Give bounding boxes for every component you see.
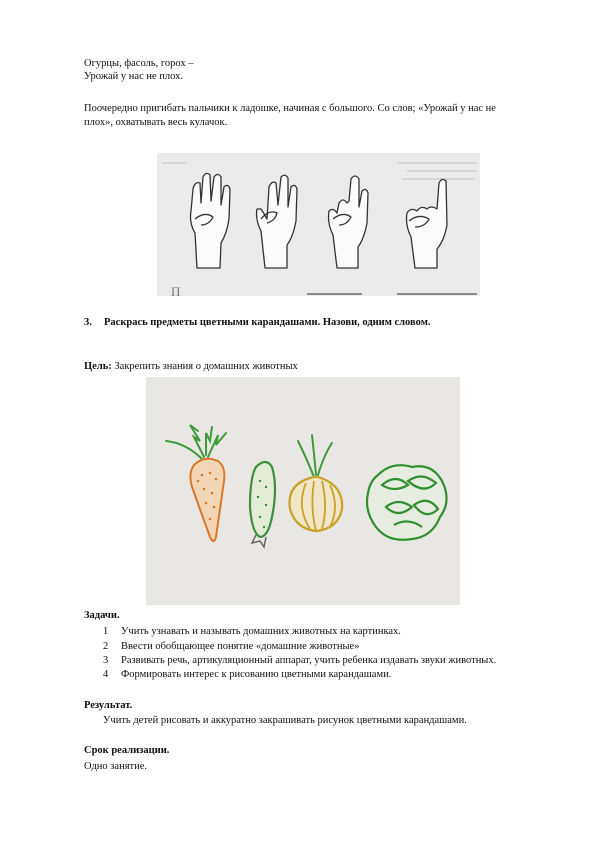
goal-text: Закрепить знания о домашних животных bbox=[114, 361, 298, 372]
goal-label: Цель: bbox=[84, 361, 112, 372]
hands-caption-fragment: П bbox=[171, 284, 181, 296]
task-item-number: 3 bbox=[103, 655, 109, 666]
poem-line-2: Урожай у нас не плох. bbox=[84, 71, 183, 82]
poem-line-1: Огурцы, фасоль, горох – bbox=[84, 58, 194, 69]
term-heading: Срок реализации. bbox=[84, 745, 170, 756]
result-heading: Результат. bbox=[84, 700, 133, 711]
task-item-text: Развивать речь, артикуляционный аппарат, учить ребенка издавать звуки животных. bbox=[121, 655, 497, 666]
task-item-text: Формировать интерес к рисованию цветными карандашами. bbox=[121, 669, 392, 680]
task-item-number: 4 bbox=[103, 669, 109, 680]
task3-text: Раскрась предметы цветными карандашами. Назови, одним словом. bbox=[104, 317, 431, 328]
goal-line bbox=[84, 360, 298, 373]
instruction-line-1: Поочередно пригибать пальчики к ладошке, начиная с большого. Со слов; «Урожай у нас не bbox=[84, 103, 496, 114]
result-text: Учить детей рисовать и аккуратно закрашивать рисунок цветными карандашами. bbox=[103, 715, 467, 726]
finger-play-illustration bbox=[157, 153, 480, 296]
task-item-number: 2 bbox=[103, 641, 109, 652]
tasks-heading: Задачи. bbox=[84, 610, 120, 621]
task3-number: 3. bbox=[84, 317, 92, 328]
vegetables-photo bbox=[146, 377, 460, 605]
task-item-number: 1 bbox=[103, 626, 109, 637]
term-text: Одно занятие. bbox=[84, 761, 148, 772]
task-item-text: Ввести обобщающее понятие «домашние животные» bbox=[121, 641, 360, 652]
task-item-text: Учить узнавать и называть домашних животных на картинках. bbox=[121, 626, 401, 637]
instruction-line-2: плох», охватывать весь кулачок. bbox=[84, 117, 228, 128]
